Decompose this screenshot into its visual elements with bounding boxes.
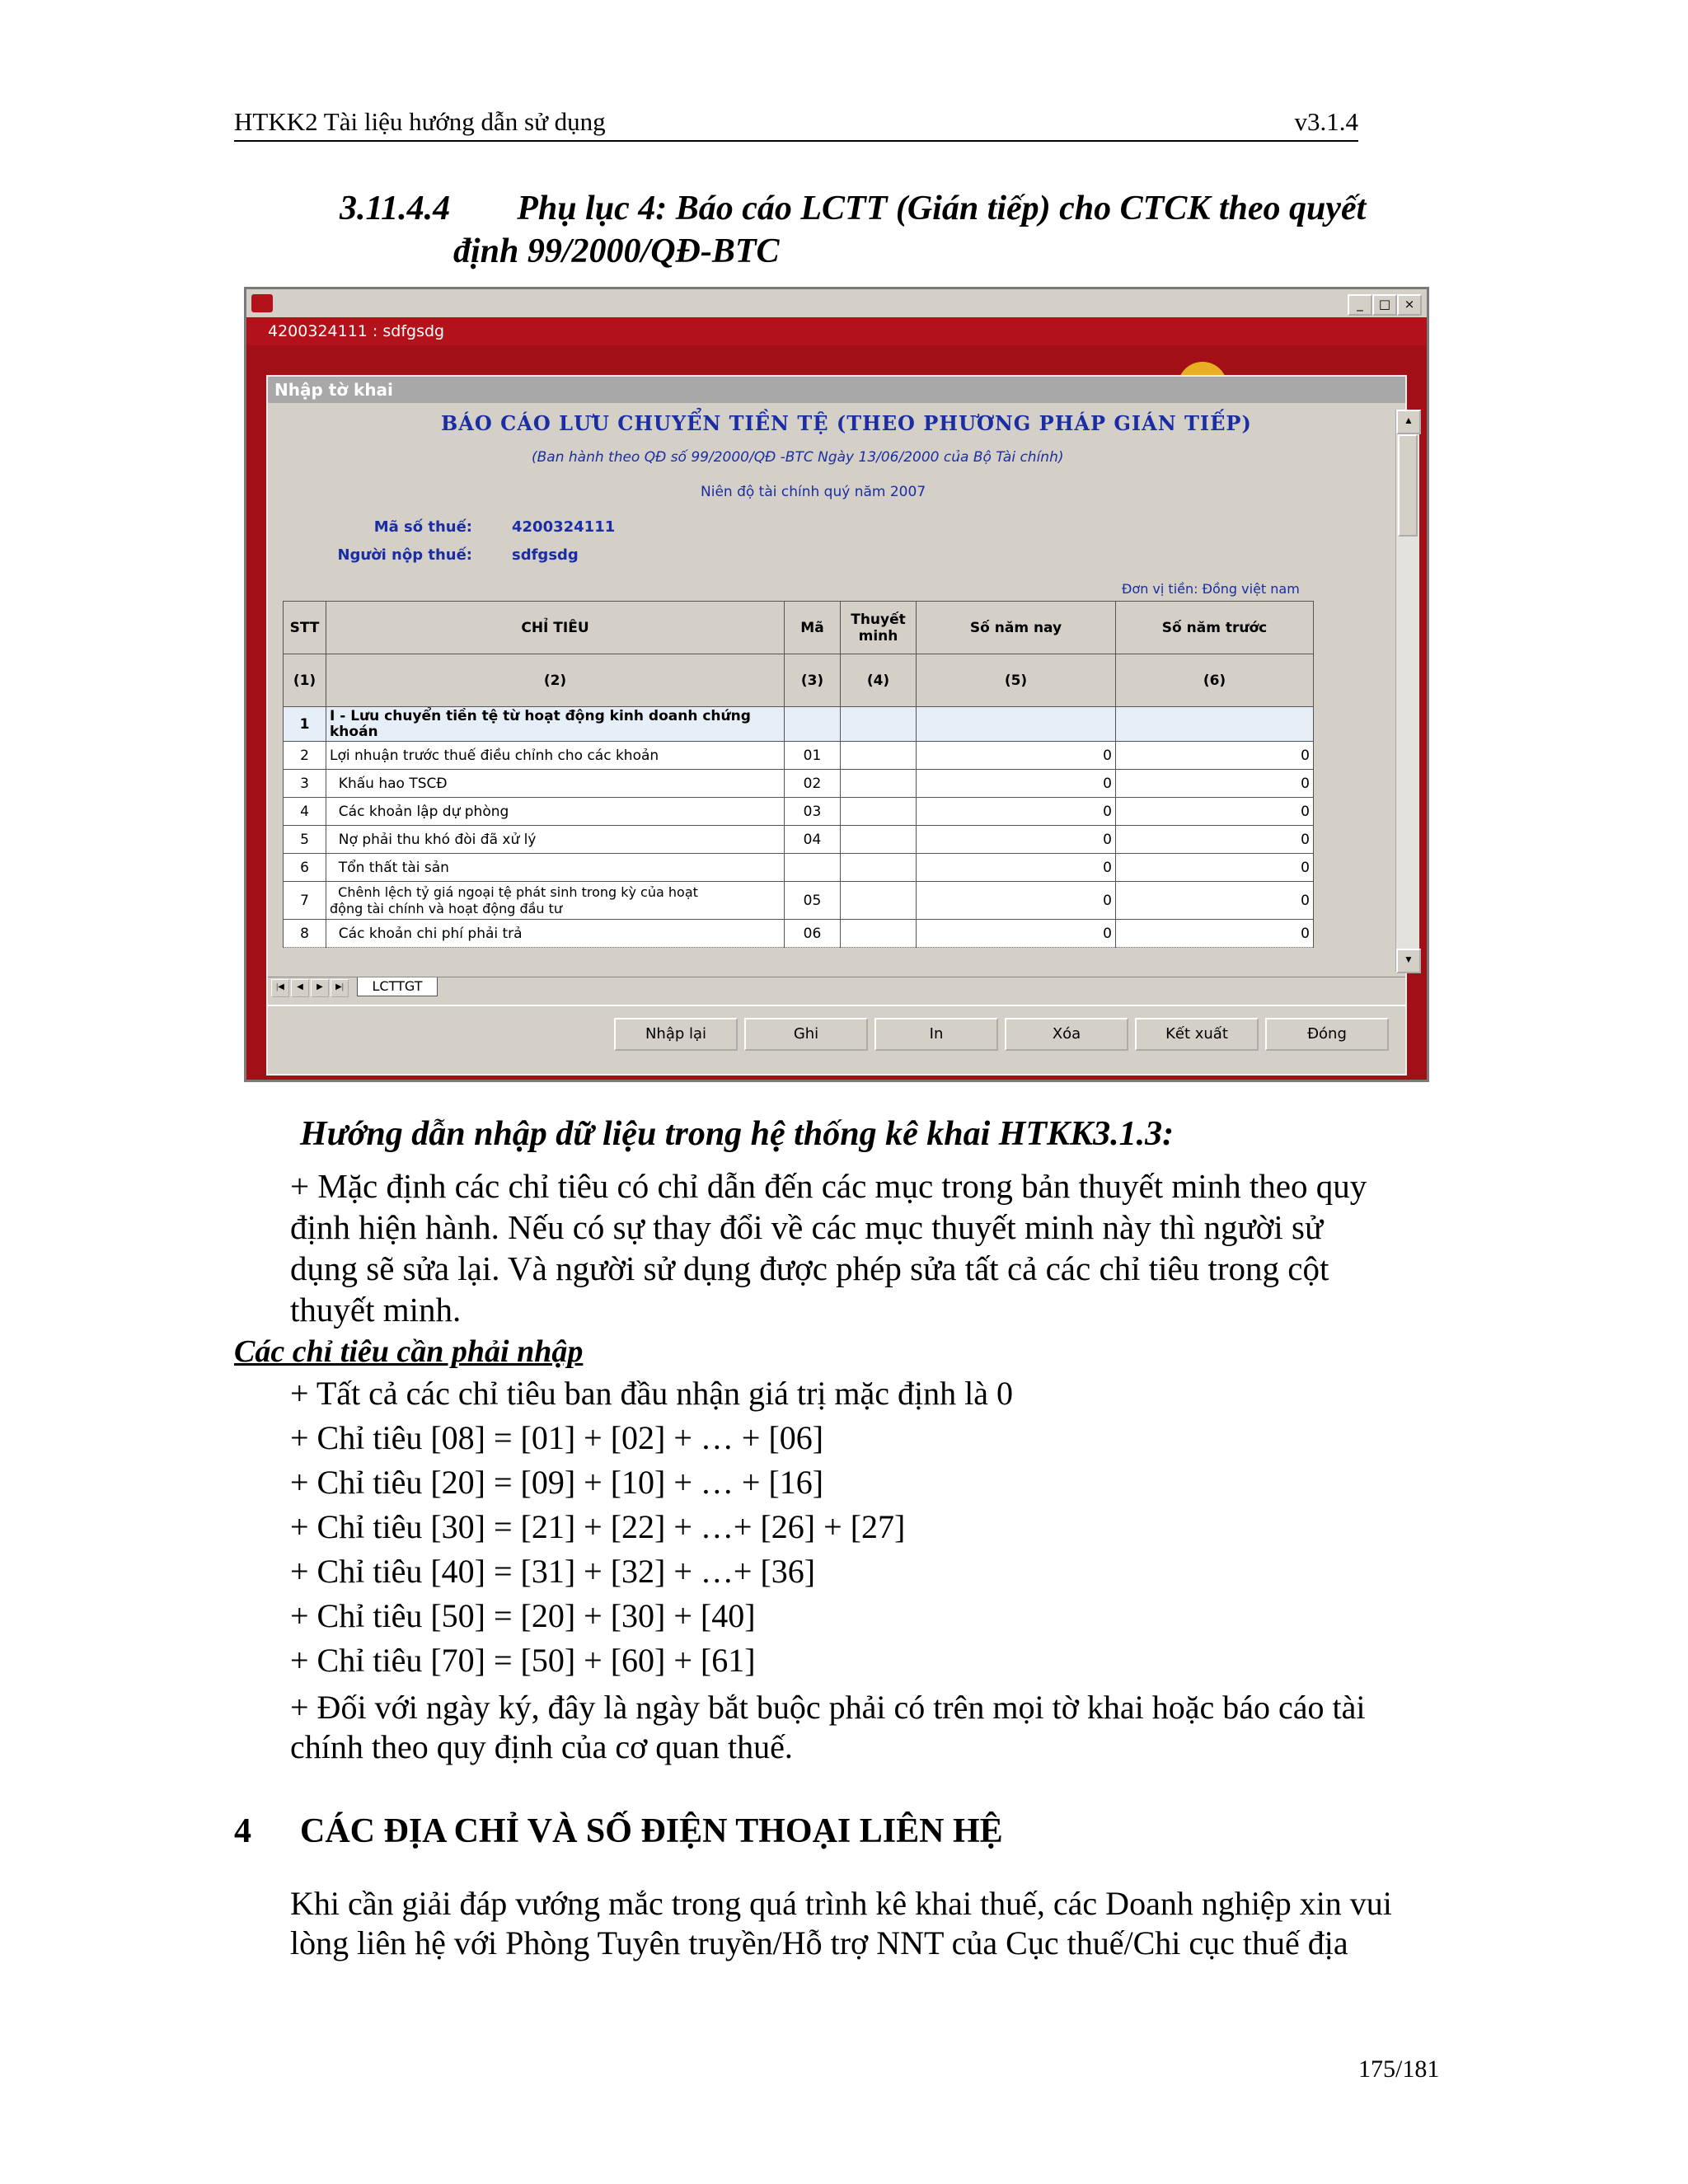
row-current[interactable]: 0	[917, 882, 1116, 920]
row-current[interactable]: 0	[917, 770, 1116, 798]
delete-button[interactable]: Xóa	[1005, 1018, 1128, 1051]
col-number-6: (6)	[1116, 654, 1314, 707]
header-version: v3.1.4	[1294, 107, 1358, 136]
section-heading	[340, 188, 1469, 229]
row-code: 06	[785, 920, 841, 948]
required-fields-heading: Các chỉ tiêu cần phải nhập	[234, 1334, 584, 1369]
row-label: Tổn thất tài sản	[326, 854, 785, 882]
outer-titlebar	[246, 289, 1427, 317]
save-button[interactable]: Ghi	[744, 1018, 868, 1051]
row-label: Lợi nhuận trước thuế điều chỉnh cho các khoản	[326, 742, 785, 770]
running-header	[234, 107, 1358, 142]
row-label-line1: I - Lưu chuyển tiền tệ từ hoạt động kinh doanh chứng	[330, 707, 751, 724]
row-current[interactable]: 0	[917, 826, 1116, 854]
app-screenshot	[244, 287, 1429, 1082]
scroll-thumb[interactable]	[1398, 434, 1418, 537]
col-header-stt: STT	[284, 602, 326, 654]
row-code: 03	[785, 798, 841, 826]
col-number-2: (2)	[326, 654, 785, 707]
form-subtitle: (Ban hành theo QĐ số 99/2000/QĐ -BTC Ngày 13/06/2000 của Bộ Tài chính)	[532, 449, 1064, 466]
row-note[interactable]	[841, 854, 917, 882]
close-button[interactable]: ×	[1397, 294, 1422, 316]
contact-paragraph	[290, 1884, 1465, 1963]
app-logo-icon	[251, 294, 273, 312]
list-item: + Chỉ tiêu [30] = [21] + [22] + …+ [26] + [27]	[290, 1508, 906, 1545]
row-previous[interactable]: 0	[1116, 854, 1314, 882]
row-note[interactable]	[841, 798, 917, 826]
scroll-up-icon[interactable]: ▲	[1396, 410, 1421, 434]
row-label-line2: khoán	[330, 723, 378, 740]
row-code: 01	[785, 742, 841, 770]
row-label-line2: động tài chính và hoạt động đầu tư	[330, 900, 563, 916]
row-label: Các khoản lập dự phòng	[326, 798, 785, 826]
list-item: + Chỉ tiêu [20] = [09] + [10] + … + [16]	[290, 1464, 824, 1501]
row-stt: 4	[284, 798, 326, 826]
guide-heading: Hướng dẫn nhập dữ liệu trong hệ thống kê khai HTKK3.1.3:	[300, 1115, 1175, 1153]
row-note[interactable]	[841, 920, 917, 948]
chapter-title: CÁC ĐỊA CHỈ VÀ SỐ ĐIỆN THOẠI LIÊN HỆ	[300, 1812, 1003, 1850]
row-stt: 7	[284, 882, 326, 920]
row-previous	[1116, 707, 1314, 742]
col-header-note	[841, 602, 917, 654]
signing-date-note	[290, 1688, 1465, 1767]
note-line-1: + Đối với ngày ký, đây là ngày bắt buộc phải có trên mọi tờ khai hoặc báo cáo tài	[290, 1689, 1366, 1726]
row-stt: 6	[284, 854, 326, 882]
vertical-scrollbar[interactable]	[1395, 410, 1419, 972]
row-note[interactable]	[841, 826, 917, 854]
row-current[interactable]: 0	[917, 798, 1116, 826]
section-title-line2: định 99/2000/QĐ-BTC	[453, 232, 780, 270]
export-button[interactable]: Kết xuất	[1135, 1018, 1259, 1051]
input-dialog	[266, 375, 1414, 1076]
sheet-tab-bar	[268, 977, 1405, 997]
row-stt: 3	[284, 770, 326, 798]
row-previous[interactable]: 0	[1116, 920, 1314, 948]
app-titlebar: 4200324111 : sdfgsdg	[246, 317, 1427, 345]
close-dialog-button[interactable]: Đóng	[1265, 1018, 1389, 1051]
scroll-down-icon[interactable]: ▼	[1396, 949, 1421, 973]
guide-line-2: định hiện hành. Nếu có sự thay đổi về các mục thuyết minh này thì người sử	[290, 1208, 1324, 1246]
col-header-indicator: CHỈ TIÊU	[326, 602, 785, 654]
button-bar	[268, 1005, 1405, 1064]
list-item: + Chỉ tiêu [40] = [31] + [32] + …+ [36]	[290, 1553, 816, 1590]
row-current	[917, 707, 1116, 742]
print-button[interactable]: In	[874, 1018, 998, 1051]
table-row	[284, 826, 1314, 854]
currency-note: Đơn vị tiền: Đồng việt nam	[1122, 581, 1300, 597]
chapter-number: 4	[234, 1812, 251, 1850]
rules-list	[290, 1371, 1444, 1683]
row-stt: 1	[284, 707, 326, 742]
row-stt: 8	[284, 920, 326, 948]
first-sheet-icon[interactable]: |◀	[271, 979, 289, 997]
header-title: HTKK2 Tài liệu hướng dẫn sử dụng	[234, 107, 606, 136]
tax-code-value: 4200324111	[512, 518, 616, 536]
row-code	[785, 707, 841, 742]
row-label: Các khoản chi phí phải trả	[326, 920, 785, 948]
guide-line-3: dụng sẽ sửa lại. Và người sử dụng được phép sửa tất cả các chỉ tiêu trong cột	[290, 1249, 1329, 1287]
contact-line-2: lòng liên hệ với Phòng Tuyên truyền/Hỗ trợ NNT của Cục thuế/Chi cục thuế địa	[290, 1924, 1348, 1961]
col-header-previous-year: Số năm trước	[1116, 602, 1314, 654]
guide-line-1: + Mặc định các chỉ tiêu có chỉ dẫn đến các mục trong bản thuyết minh theo quy	[290, 1167, 1367, 1205]
row-previous[interactable]: 0	[1116, 742, 1314, 770]
last-sheet-icon[interactable]: ▶|	[331, 979, 349, 997]
col-header-current-year: Số năm nay	[917, 602, 1116, 654]
row-label-line1: Chênh lệch tỷ giá ngoại tệ phát sinh trong kỳ của hoạt	[330, 883, 698, 900]
form-title: BÁO CÁO LƯU CHUYỂN TIỀN TỆ (THEO PHƯƠNG PHÁP GIÁN TIẾP)	[441, 411, 1252, 435]
row-note[interactable]	[841, 707, 917, 742]
row-code	[785, 854, 841, 882]
col-number-5: (5)	[917, 654, 1116, 707]
note-line-2: chính theo quy định của cơ quan thuế.	[290, 1728, 793, 1765]
table-row	[284, 920, 1314, 948]
row-note[interactable]	[841, 770, 917, 798]
table-row	[284, 882, 1314, 920]
row-label	[326, 707, 785, 742]
sheet-tab-lcttgt[interactable]: LCTTGT	[357, 977, 438, 996]
table-row	[284, 798, 1314, 826]
contact-line-1: Khi cần giải đáp vướng mắc trong quá trình kê khai thuế, các Doanh nghiệp xin vui	[290, 1885, 1392, 1922]
tax-code-label: Mã số thuế:	[373, 518, 472, 536]
row-code: 04	[785, 826, 841, 854]
row-label	[326, 882, 785, 920]
row-previous[interactable]: 0	[1116, 882, 1314, 920]
next-sheet-icon[interactable]: ▶	[311, 979, 329, 997]
list-item: + Chỉ tiêu [08] = [01] + [02] + … + [06]	[290, 1419, 824, 1456]
col-number-4: (4)	[841, 654, 917, 707]
col-header-code: Mã	[785, 602, 841, 654]
row-label: Nợ phải thu khó đòi đã xử lý	[326, 826, 785, 854]
section-title-line1: Phụ lục 4: Báo cáo LCTT (Gián tiếp) cho CTCK theo quyết	[517, 190, 1367, 227]
row-previous[interactable]: 0	[1116, 798, 1314, 826]
dialog-title: Nhập tờ khai	[268, 377, 1405, 403]
list-item: + Chỉ tiêu [70] = [50] + [60] + [61]	[290, 1642, 756, 1679]
col-header-note-text: Thuyết minh	[851, 611, 906, 644]
guide-line-4: thuyết minh.	[290, 1291, 462, 1329]
table-row	[284, 854, 1314, 882]
row-current[interactable]: 0	[917, 854, 1116, 882]
row-previous[interactable]: 0	[1116, 826, 1314, 854]
prev-sheet-icon[interactable]: ◀	[291, 979, 309, 997]
row-code: 05	[785, 882, 841, 920]
reenter-button[interactable]: Nhập lại	[614, 1018, 738, 1051]
maximize-button[interactable]: □	[1372, 294, 1397, 316]
payer-label: Người nộp thuế:	[337, 546, 472, 564]
table-row	[284, 707, 1314, 742]
row-stt: 5	[284, 826, 326, 854]
guide-paragraph	[290, 1165, 1465, 1330]
row-code: 02	[785, 770, 841, 798]
col-number-3: (3)	[785, 654, 841, 707]
row-note[interactable]	[841, 882, 917, 920]
fiscal-period: Niên độ tài chính quý năm 2007	[701, 484, 926, 500]
report-table	[283, 601, 1314, 948]
page-number: 175/181	[1358, 2055, 1440, 2083]
list-item: + Tất cả các chỉ tiêu ban đầu nhận giá trị mặc định là 0	[290, 1375, 1014, 1412]
minimize-button[interactable]: _	[1348, 294, 1372, 316]
section-number: 3.11.4.4	[340, 190, 451, 227]
row-stt: 2	[284, 742, 326, 770]
row-current[interactable]: 0	[917, 742, 1116, 770]
row-current[interactable]: 0	[917, 920, 1116, 948]
list-item: + Chỉ tiêu [50] = [20] + [30] + [40]	[290, 1597, 756, 1634]
payer-value: sdfgsdg	[512, 546, 579, 564]
col-number-1: (1)	[284, 654, 326, 707]
row-previous[interactable]: 0	[1116, 770, 1314, 798]
table-row	[284, 742, 1314, 770]
table-row	[284, 770, 1314, 798]
row-label: Khấu hao TSCĐ	[326, 770, 785, 798]
row-note[interactable]	[841, 742, 917, 770]
